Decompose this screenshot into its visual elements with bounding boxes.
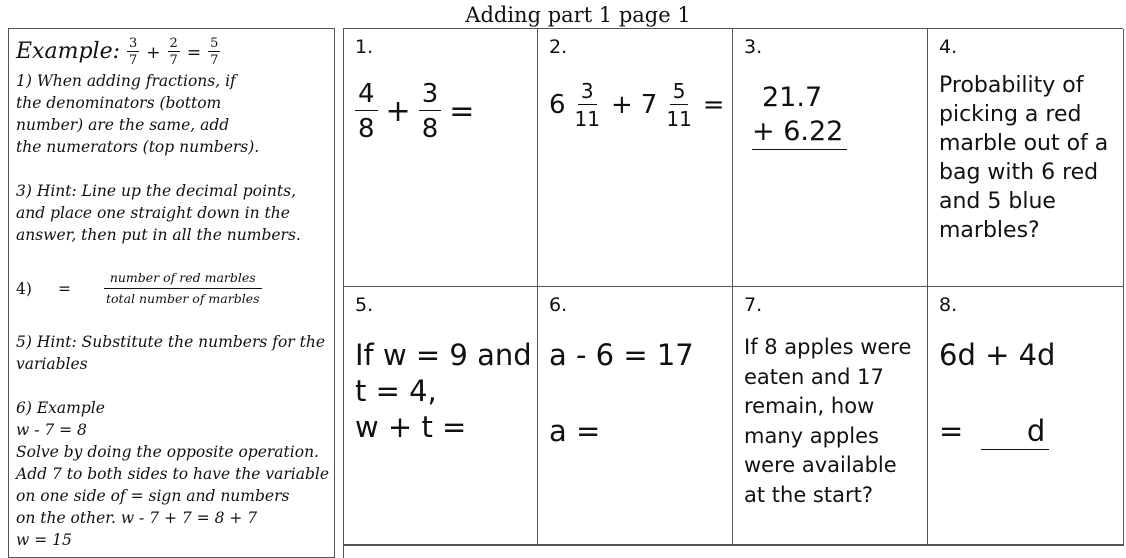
problem-number: 4. xyxy=(939,36,958,58)
example-equation: Example: $\frac{3}{7}$ + $\frac{2}{7}$ = $\frac{5}{7}$ xyxy=(16,36,219,68)
problem-6-text: a - 6 = 17 a = xyxy=(549,338,694,448)
hint-5-line: 5) Hint: Substitute the numbers for the xyxy=(16,333,326,351)
problem-6-cell xyxy=(538,287,733,545)
page-title: Adding part 1 page 1 xyxy=(465,3,691,27)
hint-3-line: answer, then put in all the numbers. xyxy=(16,226,301,244)
example-fraction-3: $\frac{5}{7}$ xyxy=(210,36,219,68)
hint-1-line: number) are the same, add xyxy=(16,116,230,134)
problem-3-cell xyxy=(733,29,928,287)
problem-5-text: If w = 9 and t = 4, w + t = xyxy=(355,338,532,444)
hint-6-line: 6) Example xyxy=(16,399,105,417)
problem-2-cell xyxy=(538,29,733,287)
problem-8-cell xyxy=(928,287,1124,545)
fraction: $\frac{3}{11}$ xyxy=(574,79,600,131)
problem-3-expression: 21.7 + 6.22 xyxy=(752,81,927,150)
hint-3-line: 3) Hint: Line up the decimal points, xyxy=(16,182,297,200)
problem-4-cell xyxy=(928,29,1124,287)
problem-number: 8. xyxy=(939,294,958,316)
hint-6-line: Add 7 to both sides to have the variable xyxy=(16,465,330,483)
hint-6-line: on the other. w - 7 + 7 = 8 + 7 xyxy=(16,509,258,527)
hints-panel xyxy=(8,28,335,558)
bottom-divider xyxy=(344,545,1124,546)
example-label: Example: xyxy=(16,39,120,64)
problem-8-text: 6d + 4d = d xyxy=(939,338,1056,448)
problems-grid xyxy=(343,28,1123,558)
fraction: $\frac{3}{8}$ xyxy=(419,81,442,142)
problem-2-expression: 6 $\frac{3}{11}$ + 7 $\frac{5}{11}$ = xyxy=(549,79,725,131)
hint-6-line: Solve by doing the opposite operation. xyxy=(16,443,319,461)
fraction: $\frac{5}{11}$ xyxy=(666,79,692,131)
problem-7-cell xyxy=(733,287,928,545)
problem-number: 7. xyxy=(744,294,763,316)
problem-number: 5. xyxy=(355,294,374,316)
hint-5-line: variables xyxy=(16,355,88,373)
hint-3-line: and place one straight down in the xyxy=(16,204,290,222)
probability-fraction: $\frac{\text{number of red marbles}}{\text{total number of marbles}}$ xyxy=(100,272,266,305)
problem-number: 3. xyxy=(744,36,763,58)
hint-6-line: on one side of = sign and numbers xyxy=(16,487,290,505)
hint-6-line: w = 15 xyxy=(16,531,72,549)
hint-1-line: the denominators (bottom xyxy=(16,94,222,112)
problem-1-cell xyxy=(344,29,538,287)
problem-number: 2. xyxy=(549,36,568,58)
hint-1-line: the numerators (top numbers). xyxy=(16,138,260,156)
problem-number: 6. xyxy=(549,294,568,316)
example-fraction-1: $\frac{3}{7}$ xyxy=(129,36,138,68)
example-fraction-2: $\frac{2}{7}$ xyxy=(169,36,178,68)
fraction: $\frac{4}{8}$ xyxy=(355,81,378,142)
problem-1-expression: $\frac{4}{8}$ + $\frac{3}{8}$ = xyxy=(355,81,537,142)
problem-4-text: Probability of picking a red marble out of a bag with 6 red and 5 blue marbles? xyxy=(939,73,1109,243)
answer-blank: d xyxy=(981,413,1049,450)
problem-7-text: If 8 apples were eaten and 17 remain, how many apples were available at the start? xyxy=(744,335,912,507)
hint-4-formula: 4) = $\frac{\text{number of red marbles}}{\text{total number of marbles}}$ xyxy=(16,272,334,305)
problem-5-cell xyxy=(344,287,538,545)
hint-6-line: w - 7 = 8 xyxy=(16,421,87,439)
hint-1-line: 1) When adding fractions, if xyxy=(16,72,236,90)
problem-number: 1. xyxy=(355,36,374,58)
